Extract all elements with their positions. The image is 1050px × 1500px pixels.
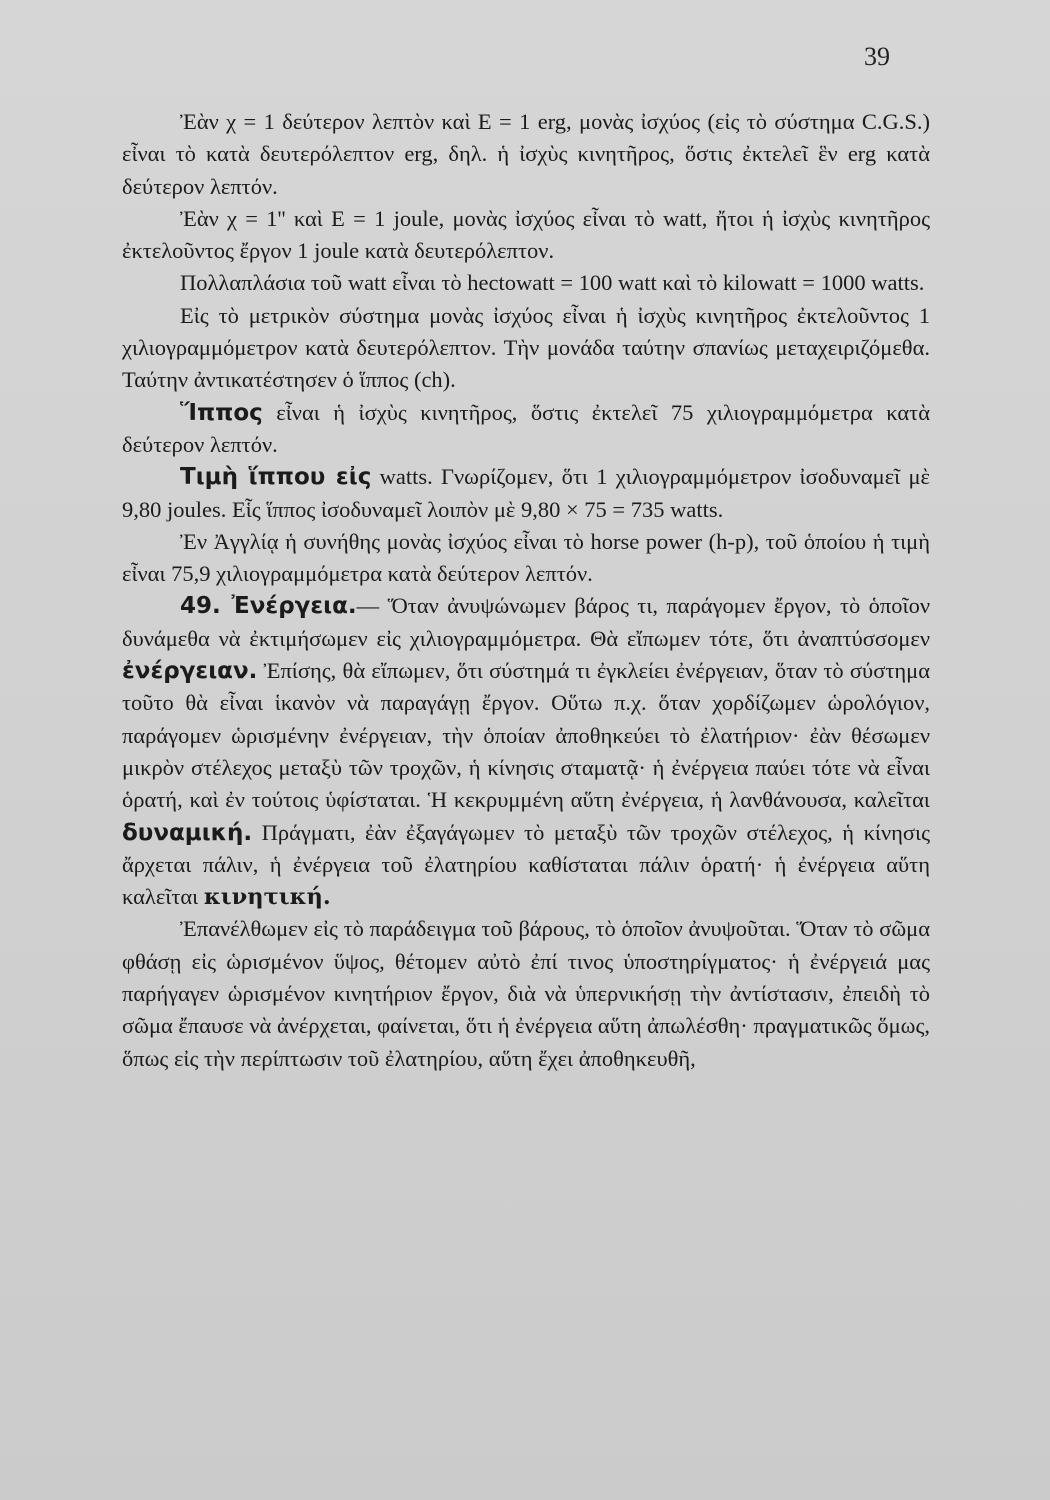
term-horse-value: Τιμὴ ἵππου εἰς (180, 464, 372, 491)
paragraph-horse-value (122, 461, 930, 526)
page-body (122, 106, 930, 1075)
page-number: 39 (864, 42, 890, 71)
term-horse: Ἵππος (180, 399, 263, 426)
energy-text-c: Πράγματι, ἐὰν ἐξαγάγωμεν τὸ μεταξὺ τῶν τροχῶν στέλεχος, ἡ κίνησις ἄρχεται πάλιν, ἡ ἐνέργεια τοῦ ἐλατηρίου καθίσταται πάλιν ὁρατή· ἡ ἐνέργεια αὕτη καλεῖται (122, 819, 930, 910)
horse-definition-text: εἶναι ἡ ἰσχὺς κινητῆρος, ὅστις ἐκτελεῖ 75 χιλιογραμμόμετρα κατὰ δεύτερον λεπτόν. (122, 399, 930, 457)
paragraph-weight-example: Ἐπανέλθωμεν εἰς τὸ παράδειγμα τοῦ βάρους, τὸ ὁποῖον ἀνυψοῦται. Ὅταν τὸ σῶμα φθάσῃ εἰς ὡρισμένον ὕψος, θέτομεν αὐτὸ ἐπί τινος ὑποστηρίγματος· ἡ ἐνέργειά μας παρήγαγεν ὡρισμένον κινητήριον ἔργον, διὰ νὰ ὑπερνικήσῃ τὴν ἀντίστασιν, ἐπειδὴ τὸ σῶμα ἔπαυσε νὰ ἀνέρχεται, φαίνεται, ὅτι ἡ ἐνέργεια αὕτη ἀπωλέσθη· πραγματικῶς ὅμως, ὅπως εἰς τὴν περίπτωσιν τοῦ ἐλατηρίου, αὕτη ἔχει ἀποθηκευθῆ, (122, 916, 930, 1071)
horse-value-text: watts. Γνωρίζομεν, ὅτι 1 χιλιογραμμόμετρον ἰσοδυναμεῖ μὲ 9,80 joules. Εἷς ἵππος ἰσοδυναμεῖ λοιπὸν μὲ 9,80 × 75 = 735 watts. (122, 464, 930, 522)
paragraph-watt-unit: Ἐὰν χ = 1'' καὶ E = 1 joule, μονὰς ἰσχύος εἶναι τὸ watt, ἤτοι ἡ ἰσχὺς κινητῆρος ἐκτελοῦντος ἔργον 1 joule κατὰ δευτερόλεπτον. (122, 205, 930, 264)
paragraph-erg-unit: Ἐὰν χ = 1 δεύτερον λεπτὸν καὶ E = 1 erg, μονὰς ἰσχύος (εἰς τὸ σύστημα C.G.S.) εἶναι τὸ κατὰ δευτερόλεπτον erg, δηλ. ἡ ἰσχὺς κινητῆρος, ὅστις ἐκτελεῖ ἓν erg κατὰ δεύτερον λεπτόν. (122, 109, 930, 199)
paragraph-metric-unit: Εἰς τὸ μετρικὸν σύστημα μονὰς ἰσχύος εἶναι ἡ ἰσχὺς κινητῆρος ἐκτελοῦντος 1 χιλιογραμμόμετρον κατὰ δευτερόλεπτον. Τὴν μονάδα ταύτην σπανίως μεταχειριζόμεθα. Ταύτην ἀντικατέστησεν ὁ ἵππος (ch). (122, 302, 930, 393)
term-energy: ἐνέργειαν. (122, 658, 258, 685)
energy-text-b: Ἐπίσης, θὰ εἴπωμεν, ὅτι σύστημά τι ἐγκλείει ἐνέργειαν, ὅταν τὸ σύστημα τοῦτο θὰ εἶναι ἱκανὸν νὰ παραγάγῃ ἔργον. Οὕτω π.χ. ὅταν χορδίζωμεν ὡρολόγιον, παράγομεν ὡρισμένην ἐνέργειαν, τὴν ὁποίαν ἀποθηκεύει τὸ ἐλατήριον· ἐὰν θέσωμεν μικρὸν στέλεχος μεταξὺ τῶν τροχῶν, ἡ κίνησις σταματᾷ· ἡ ἐνέργεια παύει τότε νὰ εἶναι ὁρατή, καὶ ἐν τούτοις ὑφίσταται. Ἡ κεκρυμμένη αὕτη ἐνέργεια, ἡ λανθάνουσα, καλεῖται (122, 658, 930, 813)
term-kinetic: κινητική. (203, 884, 331, 911)
paragraph-horse-definition (122, 397, 930, 462)
paragraph-multiples: Πολλαπλάσια τοῦ watt εἶναι τὸ hectowatt = 100 watt καὶ τὸ kilowatt = 1000 watts. (180, 270, 925, 296)
section-49-energy (122, 590, 930, 913)
section-heading: 49. Ἐνέργεια. (180, 593, 357, 620)
term-potential: δυναμική. (122, 819, 253, 846)
energy-text-a: — Ὅταν ἀνυψώνωμεν βάρος τι, παράγομεν ἔργον, τὸ ὁποῖον δυνάμεθα νὰ ἐκτιμήσωμεν εἰς χιλιογραμμόμετρα. Θὰ εἴπωμεν τότε, ὅτι ἀναπτύσσομεν (122, 593, 930, 651)
paragraph-horse-power: Ἐν Ἀγγλίᾳ ἡ συνήθης μονὰς ἰσχύος εἶναι τὸ horse power (h-p), τοῦ ὁποίου ἡ τιμὴ εἶναι 75,9 χιλιογραμμόμετρα κατὰ δεύτερον λεπτόν. (122, 528, 930, 587)
